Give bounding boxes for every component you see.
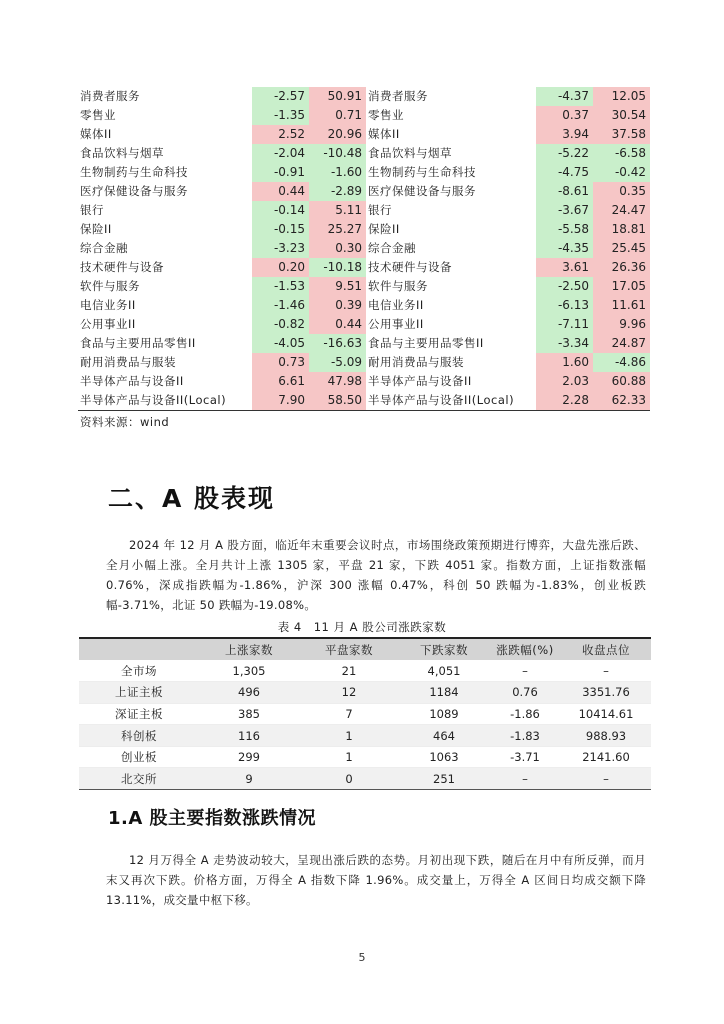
table-cell: 7 bbox=[299, 703, 399, 725]
ytd-return-left: 50.91 bbox=[309, 87, 366, 106]
industry-name-right: 软件与服务 bbox=[368, 279, 428, 293]
monthly-return-left: -0.14 bbox=[252, 201, 309, 220]
monthly-return-right: -5.58 bbox=[536, 220, 593, 239]
table-bottom-rule bbox=[78, 410, 650, 411]
ytd-return-left: 0.30 bbox=[309, 239, 366, 258]
table-row bbox=[78, 239, 650, 258]
table-row bbox=[79, 682, 651, 704]
table-row bbox=[78, 258, 650, 277]
table-cell: 1184 bbox=[399, 682, 489, 704]
ytd-return-right: 9.96 bbox=[593, 315, 650, 334]
industry-name-left: 电信业务II bbox=[80, 298, 136, 312]
ytd-return-left: -2.89 bbox=[309, 182, 366, 201]
industry-name-left: 消费者服务 bbox=[80, 89, 140, 103]
ytd-return-left: 25.27 bbox=[309, 220, 366, 239]
monthly-return-left: 2.52 bbox=[252, 125, 309, 144]
monthly-return-right: 3.61 bbox=[536, 258, 593, 277]
ytd-return-right: 62.33 bbox=[593, 391, 650, 410]
table-cell: – bbox=[489, 660, 561, 682]
industry-name-left: 耐用消费品与服装 bbox=[80, 355, 176, 369]
column-header: 下跌家数 bbox=[399, 638, 489, 660]
industry-name-left: 零售业 bbox=[80, 108, 116, 122]
monthly-return-right: -4.37 bbox=[536, 87, 593, 106]
industry-name-right: 电信业务II bbox=[368, 298, 424, 312]
paragraph-wind-all-a: 12 月万得全 A 走势波动较大，呈现出涨后跌的态势。月初出现下跌，随后在月中有所反弹，而月末又再次下跌。价格方面，万得全 A 指数下降 1.96%。成交量上，万得全 A 区间日均成交额下降 13.11%，成交量中枢下移。 bbox=[106, 853, 646, 907]
column-header: 平盘家数 bbox=[299, 638, 399, 660]
ytd-return-right: -0.42 bbox=[593, 163, 650, 182]
table-row bbox=[79, 746, 651, 768]
industry-name-left: 生物制药与生命科技 bbox=[80, 165, 188, 179]
ytd-return-right: 17.05 bbox=[593, 277, 650, 296]
monthly-return-left: -1.35 bbox=[252, 106, 309, 125]
ytd-return-right: -6.58 bbox=[593, 144, 650, 163]
table-row bbox=[78, 334, 650, 353]
column-header bbox=[79, 638, 199, 660]
ytd-return-left: 20.96 bbox=[309, 125, 366, 144]
monthly-return-left: -1.53 bbox=[252, 277, 309, 296]
industry-name-left: 媒体II bbox=[80, 127, 112, 141]
section-title: 二、A 股表现 bbox=[108, 484, 276, 513]
table-cell: 4,051 bbox=[399, 660, 489, 682]
ytd-return-left: 9.51 bbox=[309, 277, 366, 296]
table-cell: – bbox=[489, 768, 561, 790]
ytd-return-right: 25.45 bbox=[593, 239, 650, 258]
table-cell: -1.83 bbox=[489, 725, 561, 747]
table-row bbox=[78, 391, 650, 410]
a-share-breadth-table bbox=[79, 637, 651, 790]
monthly-return-left: 6.61 bbox=[252, 372, 309, 391]
table-row bbox=[78, 182, 650, 201]
table-cell: – bbox=[561, 768, 651, 790]
table-cell: 1 bbox=[299, 725, 399, 747]
monthly-return-right: -3.34 bbox=[536, 334, 593, 353]
industry-name-left: 医疗保健设备与服务 bbox=[80, 184, 188, 198]
industry-name-left: 公用事业II bbox=[80, 317, 136, 331]
table-cell: 3351.76 bbox=[561, 682, 651, 704]
table-row bbox=[78, 296, 650, 315]
table-cell: 1 bbox=[299, 746, 399, 768]
monthly-return-left: -0.91 bbox=[252, 163, 309, 182]
industry-name-right: 半导体产品与设备II bbox=[368, 374, 472, 388]
industry-name-right: 食品饮料与烟草 bbox=[368, 146, 452, 160]
table-row bbox=[79, 725, 651, 747]
table-cell: 251 bbox=[399, 768, 489, 790]
industry-name-right: 零售业 bbox=[368, 108, 404, 122]
ytd-return-left: -1.60 bbox=[309, 163, 366, 182]
table-cell: 10414.61 bbox=[561, 703, 651, 725]
industry-name-left: 银行 bbox=[80, 203, 104, 217]
industry-name-right: 半导体产品与设备II(Local) bbox=[368, 393, 515, 407]
table-cell: 12 bbox=[299, 682, 399, 704]
table-cell: – bbox=[561, 660, 651, 682]
monthly-return-left: -0.82 bbox=[252, 315, 309, 334]
ytd-return-right: 24.47 bbox=[593, 201, 650, 220]
monthly-return-right: 1.60 bbox=[536, 353, 593, 372]
table-cell: 21 bbox=[299, 660, 399, 682]
table-row bbox=[79, 660, 651, 682]
table-cell: 385 bbox=[199, 703, 299, 725]
column-header: 上涨家数 bbox=[199, 638, 299, 660]
table-cell: 464 bbox=[399, 725, 489, 747]
ytd-return-right: 24.87 bbox=[593, 334, 650, 353]
table-cell: 0.76 bbox=[489, 682, 561, 704]
ytd-return-left: 58.50 bbox=[309, 391, 366, 410]
monthly-return-left: -3.23 bbox=[252, 239, 309, 258]
table-cell: 116 bbox=[199, 725, 299, 747]
industry-name-right: 综合金融 bbox=[368, 241, 416, 255]
column-header: 收盘点位 bbox=[561, 638, 651, 660]
page-number: 5 bbox=[358, 951, 366, 964]
row-label: 全市场 bbox=[79, 660, 199, 682]
monthly-return-right: -3.67 bbox=[536, 201, 593, 220]
industry-name-left: 综合金融 bbox=[80, 241, 128, 255]
table-row bbox=[78, 87, 650, 106]
ytd-return-left: 0.39 bbox=[309, 296, 366, 315]
table-cell: 0 bbox=[299, 768, 399, 790]
industry-name-right: 消费者服务 bbox=[368, 89, 428, 103]
table-row bbox=[78, 220, 650, 239]
ytd-return-left: -10.18 bbox=[309, 258, 366, 277]
ytd-return-right: 30.54 bbox=[593, 106, 650, 125]
table-row bbox=[79, 703, 651, 725]
ytd-return-right: 11.61 bbox=[593, 296, 650, 315]
paragraph-a-share-summary: 2024 年 12 月 A 股方面，临近年末重要会议时点，市场围绕政策预期进行博弈，大盘先涨后跌、全月小幅上涨。全月共计上涨 1305 家，平盘 21 家，下跌 4051 家。指数方面，上证指数涨幅 0.76%，深成指跌幅为-1.86%，沪深 300 涨幅 0.47%，科创 50 跌幅为-1.83%，创业板跌幅-3.71%，北证 50 跌幅为-19.08%。 bbox=[106, 538, 646, 612]
monthly-return-left: -2.57 bbox=[252, 87, 309, 106]
ytd-return-left: 0.71 bbox=[309, 106, 366, 125]
table-cell: 1063 bbox=[399, 746, 489, 768]
industry-name-left: 半导体产品与设备II(Local) bbox=[80, 393, 227, 407]
table-cell: -1.86 bbox=[489, 703, 561, 725]
table-row bbox=[78, 372, 650, 391]
table-cell: 2141.60 bbox=[561, 746, 651, 768]
table4-caption: 表 4 11 月 A 股公司涨跌家数 bbox=[277, 620, 447, 634]
industry-name-left: 食品与主要用品零售II bbox=[80, 336, 196, 350]
industry-name-right: 媒体II bbox=[368, 127, 400, 141]
monthly-return-right: 3.94 bbox=[536, 125, 593, 144]
table-row bbox=[78, 106, 650, 125]
monthly-return-left: 7.90 bbox=[252, 391, 309, 410]
table-cell: -3.71 bbox=[489, 746, 561, 768]
table-row bbox=[78, 353, 650, 372]
industry-name-left: 技术硬件与设备 bbox=[80, 260, 164, 274]
column-header: 涨跌幅(%) bbox=[489, 638, 561, 660]
ytd-return-left: 5.11 bbox=[309, 201, 366, 220]
monthly-return-right: -8.61 bbox=[536, 182, 593, 201]
table-row bbox=[79, 768, 651, 790]
table-cell: 1,305 bbox=[199, 660, 299, 682]
monthly-return-right: -4.75 bbox=[536, 163, 593, 182]
table-cell: 299 bbox=[199, 746, 299, 768]
ytd-return-right: 60.88 bbox=[593, 372, 650, 391]
monthly-return-right: -7.11 bbox=[536, 315, 593, 334]
monthly-return-right: -6.13 bbox=[536, 296, 593, 315]
industry-name-right: 耐用消费品与服装 bbox=[368, 355, 464, 369]
table-row bbox=[78, 144, 650, 163]
industry-name-left: 食品饮料与烟草 bbox=[80, 146, 164, 160]
industry-name-right: 医疗保健设备与服务 bbox=[368, 184, 476, 198]
row-label: 北交所 bbox=[79, 768, 199, 790]
table-row bbox=[78, 125, 650, 144]
industry-name-right: 技术硬件与设备 bbox=[368, 260, 452, 274]
table-row bbox=[78, 201, 650, 220]
industry-returns-table bbox=[78, 87, 650, 410]
source-note: 资料来源：wind bbox=[80, 415, 170, 429]
monthly-return-left: -4.05 bbox=[252, 334, 309, 353]
table-cell: 1089 bbox=[399, 703, 489, 725]
monthly-return-left: -1.46 bbox=[252, 296, 309, 315]
table-cell: 496 bbox=[199, 682, 299, 704]
ytd-return-left: -5.09 bbox=[309, 353, 366, 372]
monthly-return-right: 2.28 bbox=[536, 391, 593, 410]
ytd-return-right: 0.35 bbox=[593, 182, 650, 201]
monthly-return-left: 0.20 bbox=[252, 258, 309, 277]
ytd-return-left: -10.48 bbox=[309, 144, 366, 163]
ytd-return-left: 0.44 bbox=[309, 315, 366, 334]
industry-name-left: 保险II bbox=[80, 222, 112, 236]
industry-name-left: 半导体产品与设备II bbox=[80, 374, 184, 388]
row-label: 深证主板 bbox=[79, 703, 199, 725]
industry-name-right: 保险II bbox=[368, 222, 400, 236]
industry-name-right: 食品与主要用品零售II bbox=[368, 336, 484, 350]
ytd-return-right: 12.05 bbox=[593, 87, 650, 106]
table-row bbox=[78, 277, 650, 296]
ytd-return-left: -16.63 bbox=[309, 334, 366, 353]
table-cell: 9 bbox=[199, 768, 299, 790]
monthly-return-right: 2.03 bbox=[536, 372, 593, 391]
ytd-return-right: 37.58 bbox=[593, 125, 650, 144]
table-row bbox=[78, 163, 650, 182]
row-label: 科创板 bbox=[79, 725, 199, 747]
monthly-return-left: -0.15 bbox=[252, 220, 309, 239]
monthly-return-left: 0.44 bbox=[252, 182, 309, 201]
industry-name-left: 软件与服务 bbox=[80, 279, 140, 293]
monthly-return-right: -4.35 bbox=[536, 239, 593, 258]
ytd-return-left: 47.98 bbox=[309, 372, 366, 391]
subsection-title: 1.A 股主要指数涨跌情况 bbox=[108, 808, 317, 829]
table-row bbox=[78, 315, 650, 334]
monthly-return-right: 0.37 bbox=[536, 106, 593, 125]
monthly-return-right: -2.50 bbox=[536, 277, 593, 296]
ytd-return-right: 18.81 bbox=[593, 220, 650, 239]
row-label: 创业板 bbox=[79, 746, 199, 768]
row-label: 上证主板 bbox=[79, 682, 199, 704]
industry-name-right: 生物制药与生命科技 bbox=[368, 165, 476, 179]
ytd-return-right: -4.86 bbox=[593, 353, 650, 372]
monthly-return-left: -2.04 bbox=[252, 144, 309, 163]
table-cell: 988.93 bbox=[561, 725, 651, 747]
ytd-return-right: 26.36 bbox=[593, 258, 650, 277]
industry-name-right: 公用事业II bbox=[368, 317, 424, 331]
industry-name-right: 银行 bbox=[368, 203, 392, 217]
monthly-return-right: -5.22 bbox=[536, 144, 593, 163]
monthly-return-left: 0.73 bbox=[252, 353, 309, 372]
